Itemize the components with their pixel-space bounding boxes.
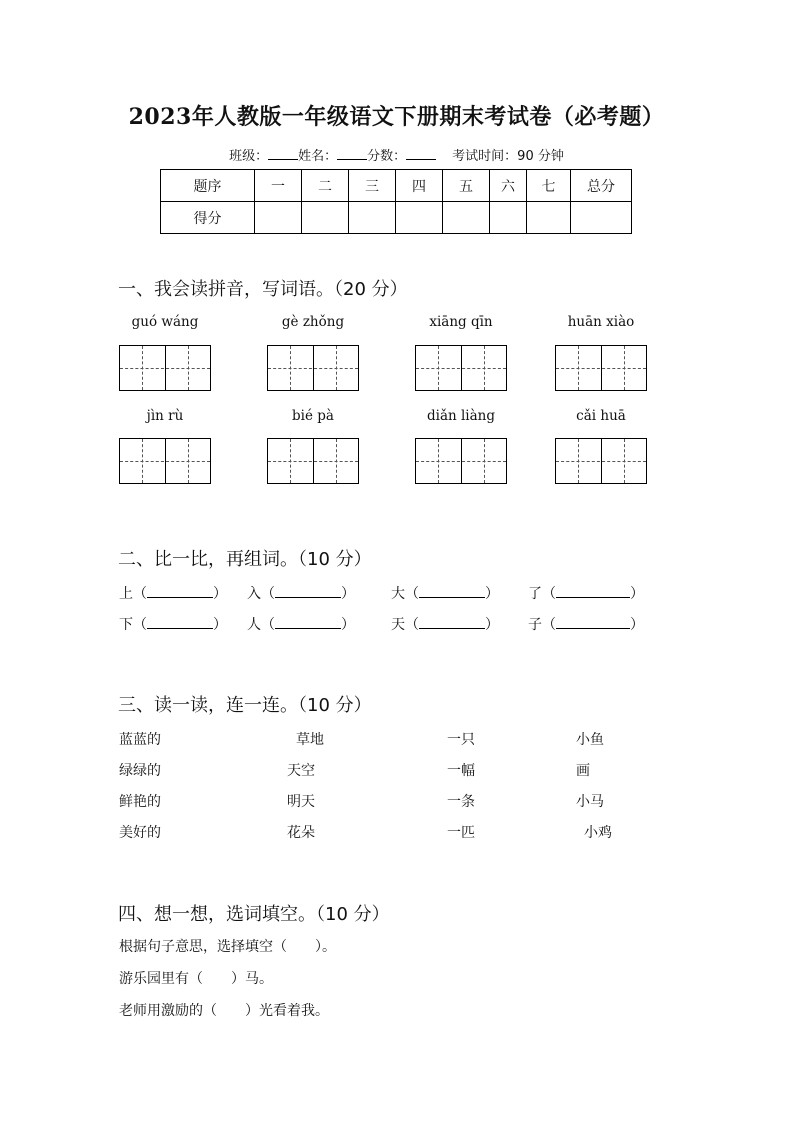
score-cell[interactable] [255, 202, 302, 234]
table-header-cell: 七 [527, 170, 571, 202]
score-table-score-row [161, 202, 632, 234]
score-table [160, 169, 632, 234]
score-cell[interactable] [443, 202, 490, 234]
answer-blank[interactable] [419, 584, 485, 598]
answer-blank[interactable] [419, 615, 485, 629]
pinyin-label: huān xiào [567, 314, 635, 330]
score-cell[interactable] [396, 202, 443, 234]
score-blank[interactable] [406, 145, 436, 160]
match-word-left[interactable]: 美好的 [119, 825, 161, 841]
word-item: 子（ ） [528, 617, 644, 633]
match-word-left[interactable]: 一只 [447, 732, 475, 748]
match-word-right[interactable]: 天空 [287, 763, 315, 779]
writing-grid[interactable] [555, 438, 647, 484]
word-item: 入（ ） [247, 586, 355, 602]
word-item: 天（ ） [391, 617, 499, 633]
match-word-left[interactable]: 一幅 [447, 763, 475, 779]
table-header-cell: 二 [302, 170, 349, 202]
table-header-cell: 总分 [571, 170, 632, 202]
table-header-cell: 五 [443, 170, 490, 202]
time-label: 考试时间：90 分钟 [452, 149, 564, 164]
page-title: 2023年人教版一年级语文下册期末考试卷（必考题） [128, 104, 665, 130]
section2-title: 二、比一比，再组词。（10 分） [118, 549, 372, 570]
match-word-left[interactable]: 绿绿的 [119, 763, 161, 779]
match-word-right[interactable]: 草地 [296, 732, 324, 748]
writing-grid[interactable] [415, 345, 507, 391]
student-info-line [0, 145, 793, 164]
match-word-right[interactable]: 小鸡 [584, 825, 612, 841]
table-header-cell: 题序 [161, 170, 255, 202]
pinyin-label: gè zhǒng [281, 314, 345, 330]
answer-blank[interactable] [556, 615, 630, 629]
score-table-header-row [161, 170, 632, 202]
writing-grid[interactable] [119, 345, 211, 391]
answer-blank[interactable] [147, 615, 213, 629]
section4-title: 四、想一想，选词填空。（10 分） [118, 904, 390, 925]
fill-blank-line[interactable]: 根据句子意思，选择填空（ ）。 [119, 939, 336, 955]
match-word-left[interactable]: 一条 [447, 794, 475, 810]
pinyin-label: cǎi huā [576, 408, 626, 424]
word-item: 了（ ） [528, 586, 644, 602]
table-header-cell: 三 [349, 170, 396, 202]
writing-grid[interactable] [119, 438, 211, 484]
match-word-right[interactable]: 小马 [576, 794, 604, 810]
pinyin-label: jìn rù [146, 408, 184, 424]
class-blank[interactable] [268, 145, 298, 160]
writing-grid[interactable] [415, 438, 507, 484]
match-word-right[interactable]: 明天 [287, 794, 315, 810]
table-header-cell: 一 [255, 170, 302, 202]
score-cell[interactable] [490, 202, 527, 234]
answer-blank[interactable] [275, 615, 341, 629]
answer-blank[interactable] [147, 584, 213, 598]
score-cell[interactable] [571, 202, 632, 234]
table-header-cell: 六 [490, 170, 527, 202]
fill-blank-line[interactable]: 游乐园里有（ ）马。 [119, 971, 273, 987]
match-word-right[interactable]: 小鱼 [576, 732, 604, 748]
fill-blank-line[interactable]: 老师用激励的（ ）光看着我。 [119, 1003, 329, 1019]
match-word-left[interactable]: 一匹 [447, 825, 475, 841]
class-label: 班级： [229, 149, 269, 164]
name-blank[interactable] [337, 145, 367, 160]
word-item: 上（ ） [119, 586, 227, 602]
table-header-cell: 四 [396, 170, 443, 202]
score-cell[interactable] [527, 202, 571, 234]
writing-grid[interactable] [555, 345, 647, 391]
pinyin-label: bié pà [292, 408, 334, 424]
score-label: 分数： [367, 149, 407, 164]
score-cell[interactable] [302, 202, 349, 234]
word-item: 大（ ） [391, 586, 499, 602]
pinyin-label: diǎn liàng [426, 408, 495, 424]
score-cell[interactable] [349, 202, 396, 234]
match-word-right[interactable]: 花朵 [287, 825, 315, 841]
section3-title: 三、读一读，连一连。（10 分） [118, 695, 372, 716]
writing-grid[interactable] [267, 345, 359, 391]
pinyin-label: xiāng qīn [429, 314, 493, 330]
answer-blank[interactable] [556, 584, 630, 598]
match-word-left[interactable]: 鲜艳的 [119, 794, 161, 810]
pinyin-label: guó wáng [131, 314, 199, 330]
match-word-right[interactable]: 画 [576, 763, 590, 779]
answer-blank[interactable] [275, 584, 341, 598]
word-item: 下（ ） [119, 617, 227, 633]
section1-title: 一、我会读拼音，写词语。（20 分） [118, 279, 408, 300]
writing-grid[interactable] [267, 438, 359, 484]
name-label: 姓名： [298, 149, 338, 164]
score-row-label: 得分 [161, 202, 255, 234]
word-item: 人（ ） [247, 617, 355, 633]
match-word-left[interactable]: 蓝蓝的 [119, 732, 161, 748]
